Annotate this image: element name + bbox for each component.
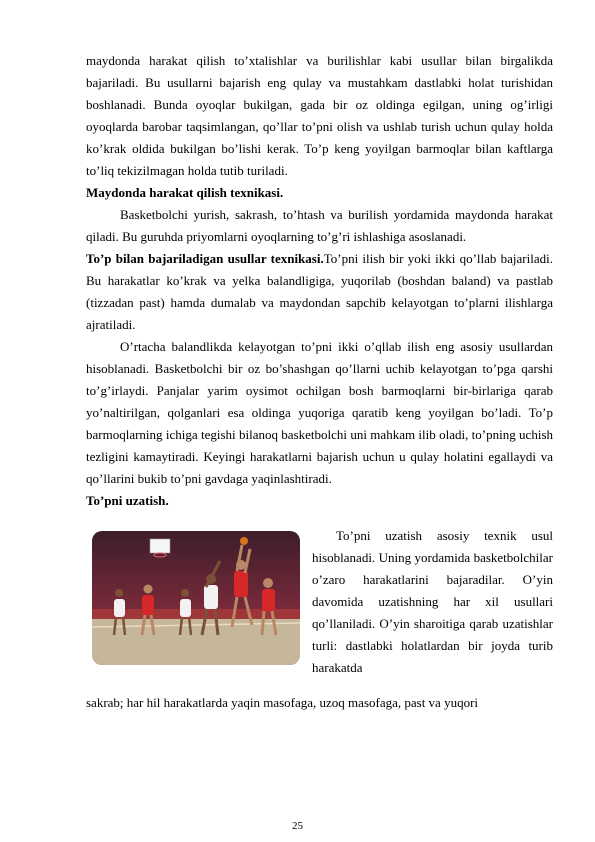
paragraph-passing-continued: sakrab; har hil harakatlarda yaqin masofaga, uzoq masofaga, past va yuqori [86,695,479,710]
heading-movement-technique: Maydonda harakat qilish texnikasi. [86,185,284,200]
basketball-photo [92,531,300,665]
figure-block [86,525,553,679]
paragraph-movement: Basketbolchi yurish, sakrash, to’htash va burilish yordamida maydonda harakat qiladi. Bu guruhda priyomlarni oyoqlarning to’g’ri ishlashiga asoslanadi. [86,207,553,244]
paragraph-passing-text: To’pni uzatish asosiy texnik usul hisoblanadi. Uning yordamida basketbolchilar o’zaro harakatlarini bajaradilar. O’yin davomida uzatishning har xil usullari qo’llaniladi. O’yin sharoitiga qarab uzatishlar turli: dastlabki holatlardan bir joyda turib harakatda [312,528,553,675]
paragraph-intro: maydonda harakat qilish to’xtalishlar va burilishlar kabi usullar bilan birgalikda bajariladi. Bu usullarni bajarish eng qulay va mustahkam dastlabki holat turishidan boshlanadi. Bunda oyoqlar bukilgan, gada bir oz oldinga egilgan, uning og’irligi oyoqlarda barobar taqsimlangan, qo’llar to’pni olish va ushlab turish uchun qulay holda ko’krak oldida bukilgan bo’lishi kerak. To’p keng yoyilgan barmoqlar bilan kaftlarga to’liq tekizilmagan holda tutib turiladi. [86,53,553,178]
paragraph-ball-techniques-text: To’pni ilish bir yoki ikki qo’llab bajariladi. Bu harakatlar ko’krak va yelka balandligiga, yuqorilab (boshdan baland) va pastlab (tizzadan past) hamda dumalab va maydondan sapchib kelayotgan to’plarni ilishlarga ajratiladi. [86,251,553,332]
heading-passing: To’pni uzatish. [86,493,169,508]
page-number: 25 [292,820,303,832]
inline-heading-ball-techniques: To’p bilan bajariladigan usullar texnikasi. [86,251,324,266]
document-page [86,50,553,714]
paragraph-catching: O’rtacha balandlikda kelayotgan to’pni ikki o’qllab ilish eng asosiy usullardan hisoblanadi. Basketbolchi bir oz bo’shashgan qo’llarni uchib kelayotgan to’pga qarshi to’g’irlaydi. Panjalar yarim oysimot ochilgan bosh barmoqlarni bir-birlariga qarab yo’naltirilgan, qolganlari esa oldinga yuqoriga qaratib keng yoyilgan bo’ladi. To’p barmoqlarning ichiga tegishi bilanoq basketbolchi uni mahkam ilib oladi, to’pning uchish tezligini kamaytiradi. Keyingi harakatlarni bajarish uchun u qulay holatini egallaydi va qo’llarini bukib to’pni gavdaga yaqinlashtiradi. [86,339,553,486]
paragraph-ball-techniques [86,248,553,336]
paragraph-passing-wrapped [312,525,553,679]
basketball-game-photo-icon [92,531,300,665]
